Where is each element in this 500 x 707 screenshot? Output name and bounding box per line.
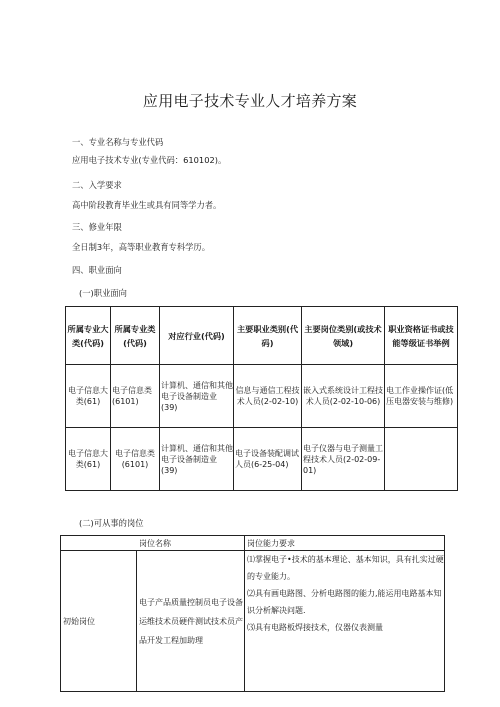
table-cell: 电子仪器与电子测量工程技术人员(2-02-09-01) — [302, 428, 385, 491]
table-header-row — [61, 536, 445, 551]
row-label-initial-position: 初始岗位 — [61, 551, 137, 692]
section-3-heading: 三、修业年限 — [72, 222, 122, 232]
section-4-subheading-1: (一)职业面向 — [79, 288, 127, 298]
section-2-text: 高中阶段教育毕业生或具有同等学力者。 — [72, 200, 222, 210]
ability-item: ⑴掌握电子•技术的基本理论、基本知识，具有扎实过硬的专业能力。 — [247, 555, 444, 581]
table-cell: 计算机、通信和其他电子设备制造业(39) — [160, 365, 234, 428]
header-major-class: 所属专业类(代码) — [111, 307, 160, 365]
table-cell — [385, 428, 458, 491]
position-list: 电子产品质量控制员电子设备运维技术员硬件测试技术员产品开发工程加助理 — [137, 551, 245, 692]
header-position-name: 岗位名称 — [61, 536, 245, 551]
section-1-heading: 一、专业名称与专业代码 — [72, 137, 164, 147]
table-cell: 计算机、通信和其他电子设备制造业(39) — [160, 428, 234, 491]
career-orientation-table — [65, 306, 458, 491]
header-occupation: 主要职业类别(代码) — [234, 307, 302, 365]
ability-list — [245, 551, 445, 692]
table-cell: 电子信息类(6101) — [111, 365, 160, 428]
section-3-text: 全日制3年，高等职业教育专科学历。 — [72, 242, 211, 252]
table-cell: 电子信息类(6101) — [111, 428, 160, 491]
section-1-text: 应用电子技术专业(专业代码：610102)。 — [72, 155, 227, 165]
table-cell: 电子信息大类(61) — [66, 365, 111, 428]
table-row — [61, 551, 445, 692]
ability-item: ⑶具有电路板焊接技术，仪器仪表测量 — [247, 623, 383, 632]
section-4-heading: 四、职业面向 — [72, 265, 122, 275]
table-cell: 电子设备装配调试人员(6-25-04) — [234, 428, 302, 491]
section-4-subheading-2: (二)可从事的岗位 — [79, 518, 144, 528]
table-header-row — [66, 307, 458, 365]
header-position: 主要岗位类别(或技术领域) — [302, 307, 385, 365]
header-major-category: 所属专业大类(代码) — [66, 307, 111, 365]
header-industry: 对应行业(代码) — [160, 307, 234, 365]
header-ability-requirement: 岗位能力要求 — [245, 536, 445, 551]
table-cell: 信息与通信工程技术人员(2-02-10) — [234, 365, 302, 428]
section-2-heading: 二、入学要求 — [72, 180, 122, 190]
table-row — [66, 428, 458, 491]
table-cell: 电工作业操作证(低压电器安装与维修) — [385, 365, 458, 428]
table-row — [66, 365, 458, 428]
available-positions-table — [60, 535, 445, 692]
table-cell: 电子信息大类(61) — [66, 428, 111, 491]
ability-item: ⑵具有画电路图、分析电路图的能力,能运用电路基本知识分析解决问题. — [247, 589, 442, 615]
header-certificate: 职业资格证书或技能等级证书举例 — [385, 307, 458, 365]
table-cell: 嵌入式系统设计工程技术人员(2-02-10-06) — [302, 365, 385, 428]
document-title: 应用电子技术专业人才培养方案 — [142, 92, 358, 110]
